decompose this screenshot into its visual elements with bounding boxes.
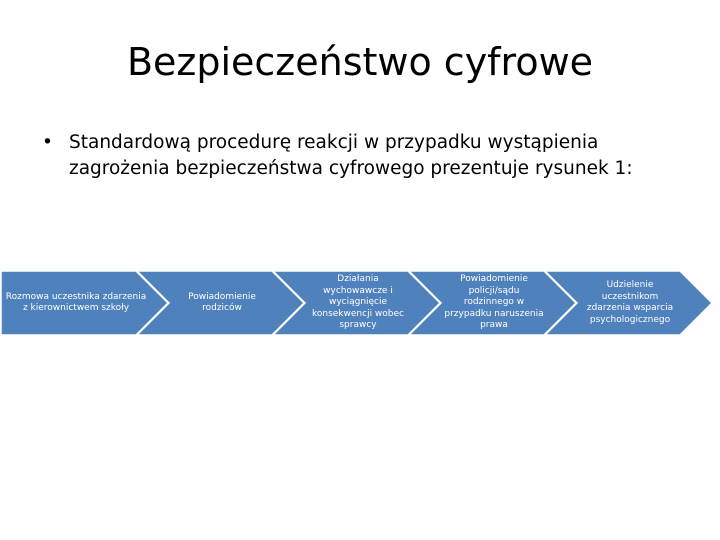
slide-title: Bezpieczeństwo cyfrowe bbox=[126, 40, 594, 84]
process-step-5 bbox=[544, 270, 714, 336]
process-step-5-label: Udzielenie uczestnikom zdarzenia wsparcia psychologicznego bbox=[586, 280, 674, 325]
process-step-1-label: Rozmowa uczestnika zdarzenia z kierownictwem szkoły bbox=[5, 291, 147, 313]
process-step-2-label: Powiadomienie rodziców bbox=[188, 291, 256, 313]
process-step-3-label: Działania wychowawcze i wyciągnięcie konsekwencji wobec sprawcy bbox=[311, 274, 405, 331]
bullet-marker: • bbox=[42, 132, 53, 153]
bullet-text: Standardową procedurę reakcji w przypadku wystąpienia zagrożenia bezpieczeństwa cyfrowego prezentuje rysunek 1: bbox=[69, 132, 633, 179]
bullet-item bbox=[42, 130, 682, 182]
process-diagram bbox=[0, 270, 720, 336]
process-step-4-label: Powiadomienie policji/sądu rodzinnego w przypadku naruszenia prawa bbox=[444, 274, 544, 331]
